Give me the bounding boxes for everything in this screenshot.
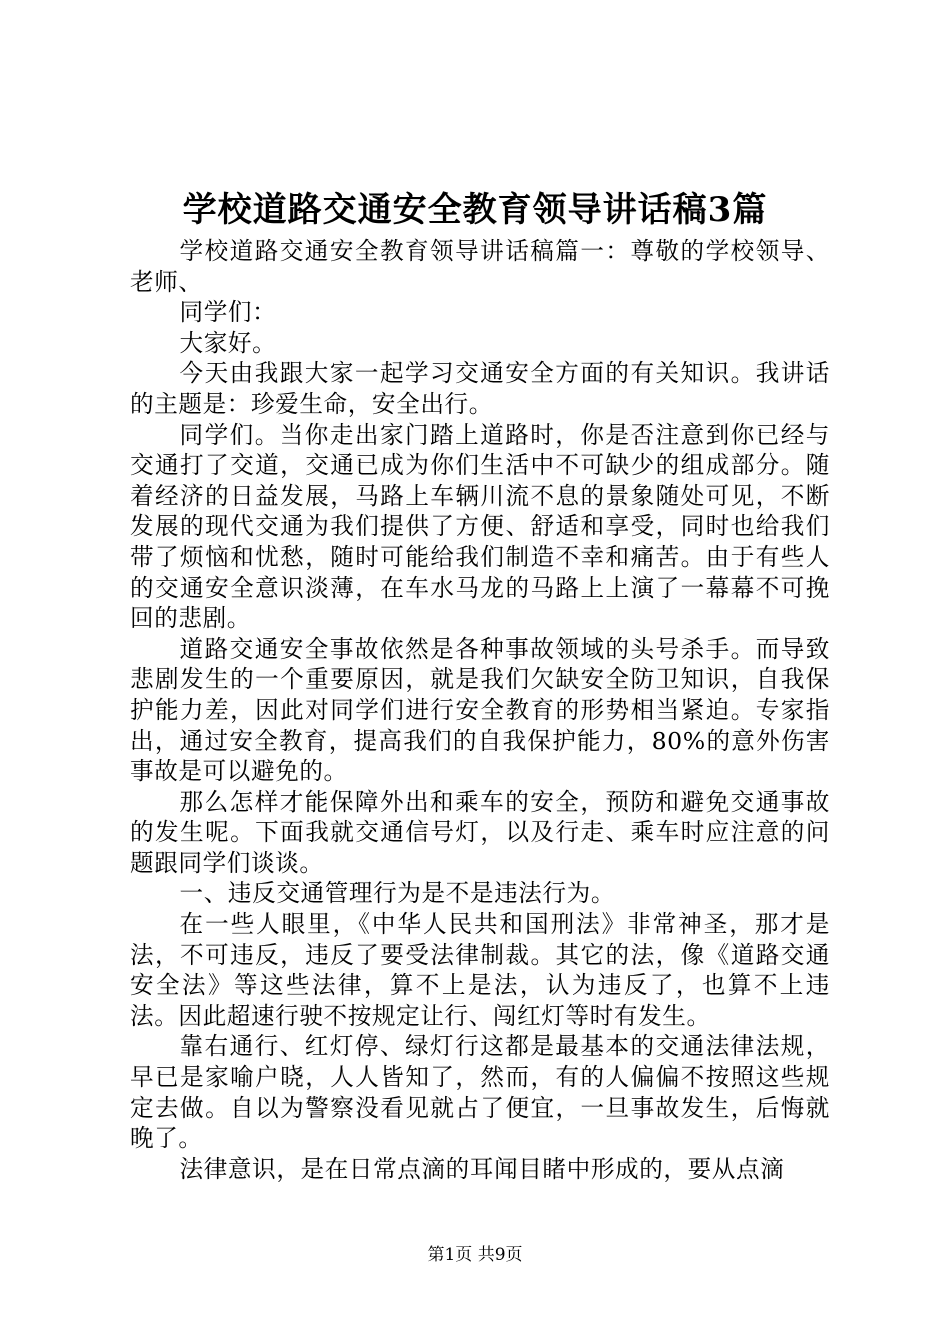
paragraph: 靠右通行、红灯停、绿灯行这都是最基本的交通法律法规，早已是家喻户晓，人人皆知了，然而，有的人偏偏不按照这些规定去做。自以为警察没看见就占了便宜，一旦事故发生，后悔就晚了。 (130, 1032, 830, 1153)
paragraph: 今天由我跟大家一起学习交通安全方面的有关知识。我讲话的主题是：珍爱生命，安全出行。 (130, 359, 830, 418)
paragraph: 学校道路交通安全教育领导讲话稿篇一：尊敬的学校领导、老师、 (130, 237, 830, 296)
paragraph: 法律意识，是在日常点滴的耳闻目睹中形成的，要从点滴 (179, 1154, 785, 1183)
paragraph: 道路交通安全事故依然是各种事故领域的头号杀手。而导致悲剧发生的一个重要原因，就是我们欠缺安全防卫知识，自我保护能力差，因此对同学们进行安全教育的形势相当紧迫。专家指出，通过安全教育，提高我们的自我保护能力，80%的意外伤害事故是可以避免的。 (130, 634, 830, 786)
section-heading: 一、违反交通管理行为是不是违法行为。 (179, 879, 616, 908)
document-title: 学校道路交通安全教育领导讲话稿3篇 (182, 190, 768, 230)
paragraph: 大家好。 (179, 328, 277, 357)
page-footer: 第1页 共9页 (427, 1245, 523, 1265)
paragraph: 同学们： (179, 298, 277, 327)
document-body (130, 236, 830, 1184)
paragraph: 那么怎样才能保障外出和乘车的安全，预防和避免交通事故的发生呢。下面我就交通信号灯，以及行走、乘车时应注意的问题跟同学们谈谈。 (130, 787, 830, 877)
paragraph: 同学们。当你走出家门踏上道路时，你是否注意到你已经与交通打了交道，交通已成为你们生活中不可缺少的组成部分。随着经济的日益发展，马路上车辆川流不息的景象随处可见，不断发展的现代交通为我们提供了方便、舒适和享受，同时也给我们带了烦恼和忧愁，随时可能给我们制造不幸和痛苦。由于有些人的交通安全意识淡薄，在车水马龙的马路上上演了一幕幕不可挽回的悲剧。 (130, 420, 830, 633)
paragraph: 在一些人眼里，《中华人民共和国刑法》非常神圣，那才是法，不可违反，违反了要受法律制裁。其它的法，像《道路交通安全法》等这些法律，算不上是法，认为违反了，也算不上违法。因此超速行驶不按规定让行、闯红灯等时有发生。 (130, 910, 830, 1030)
